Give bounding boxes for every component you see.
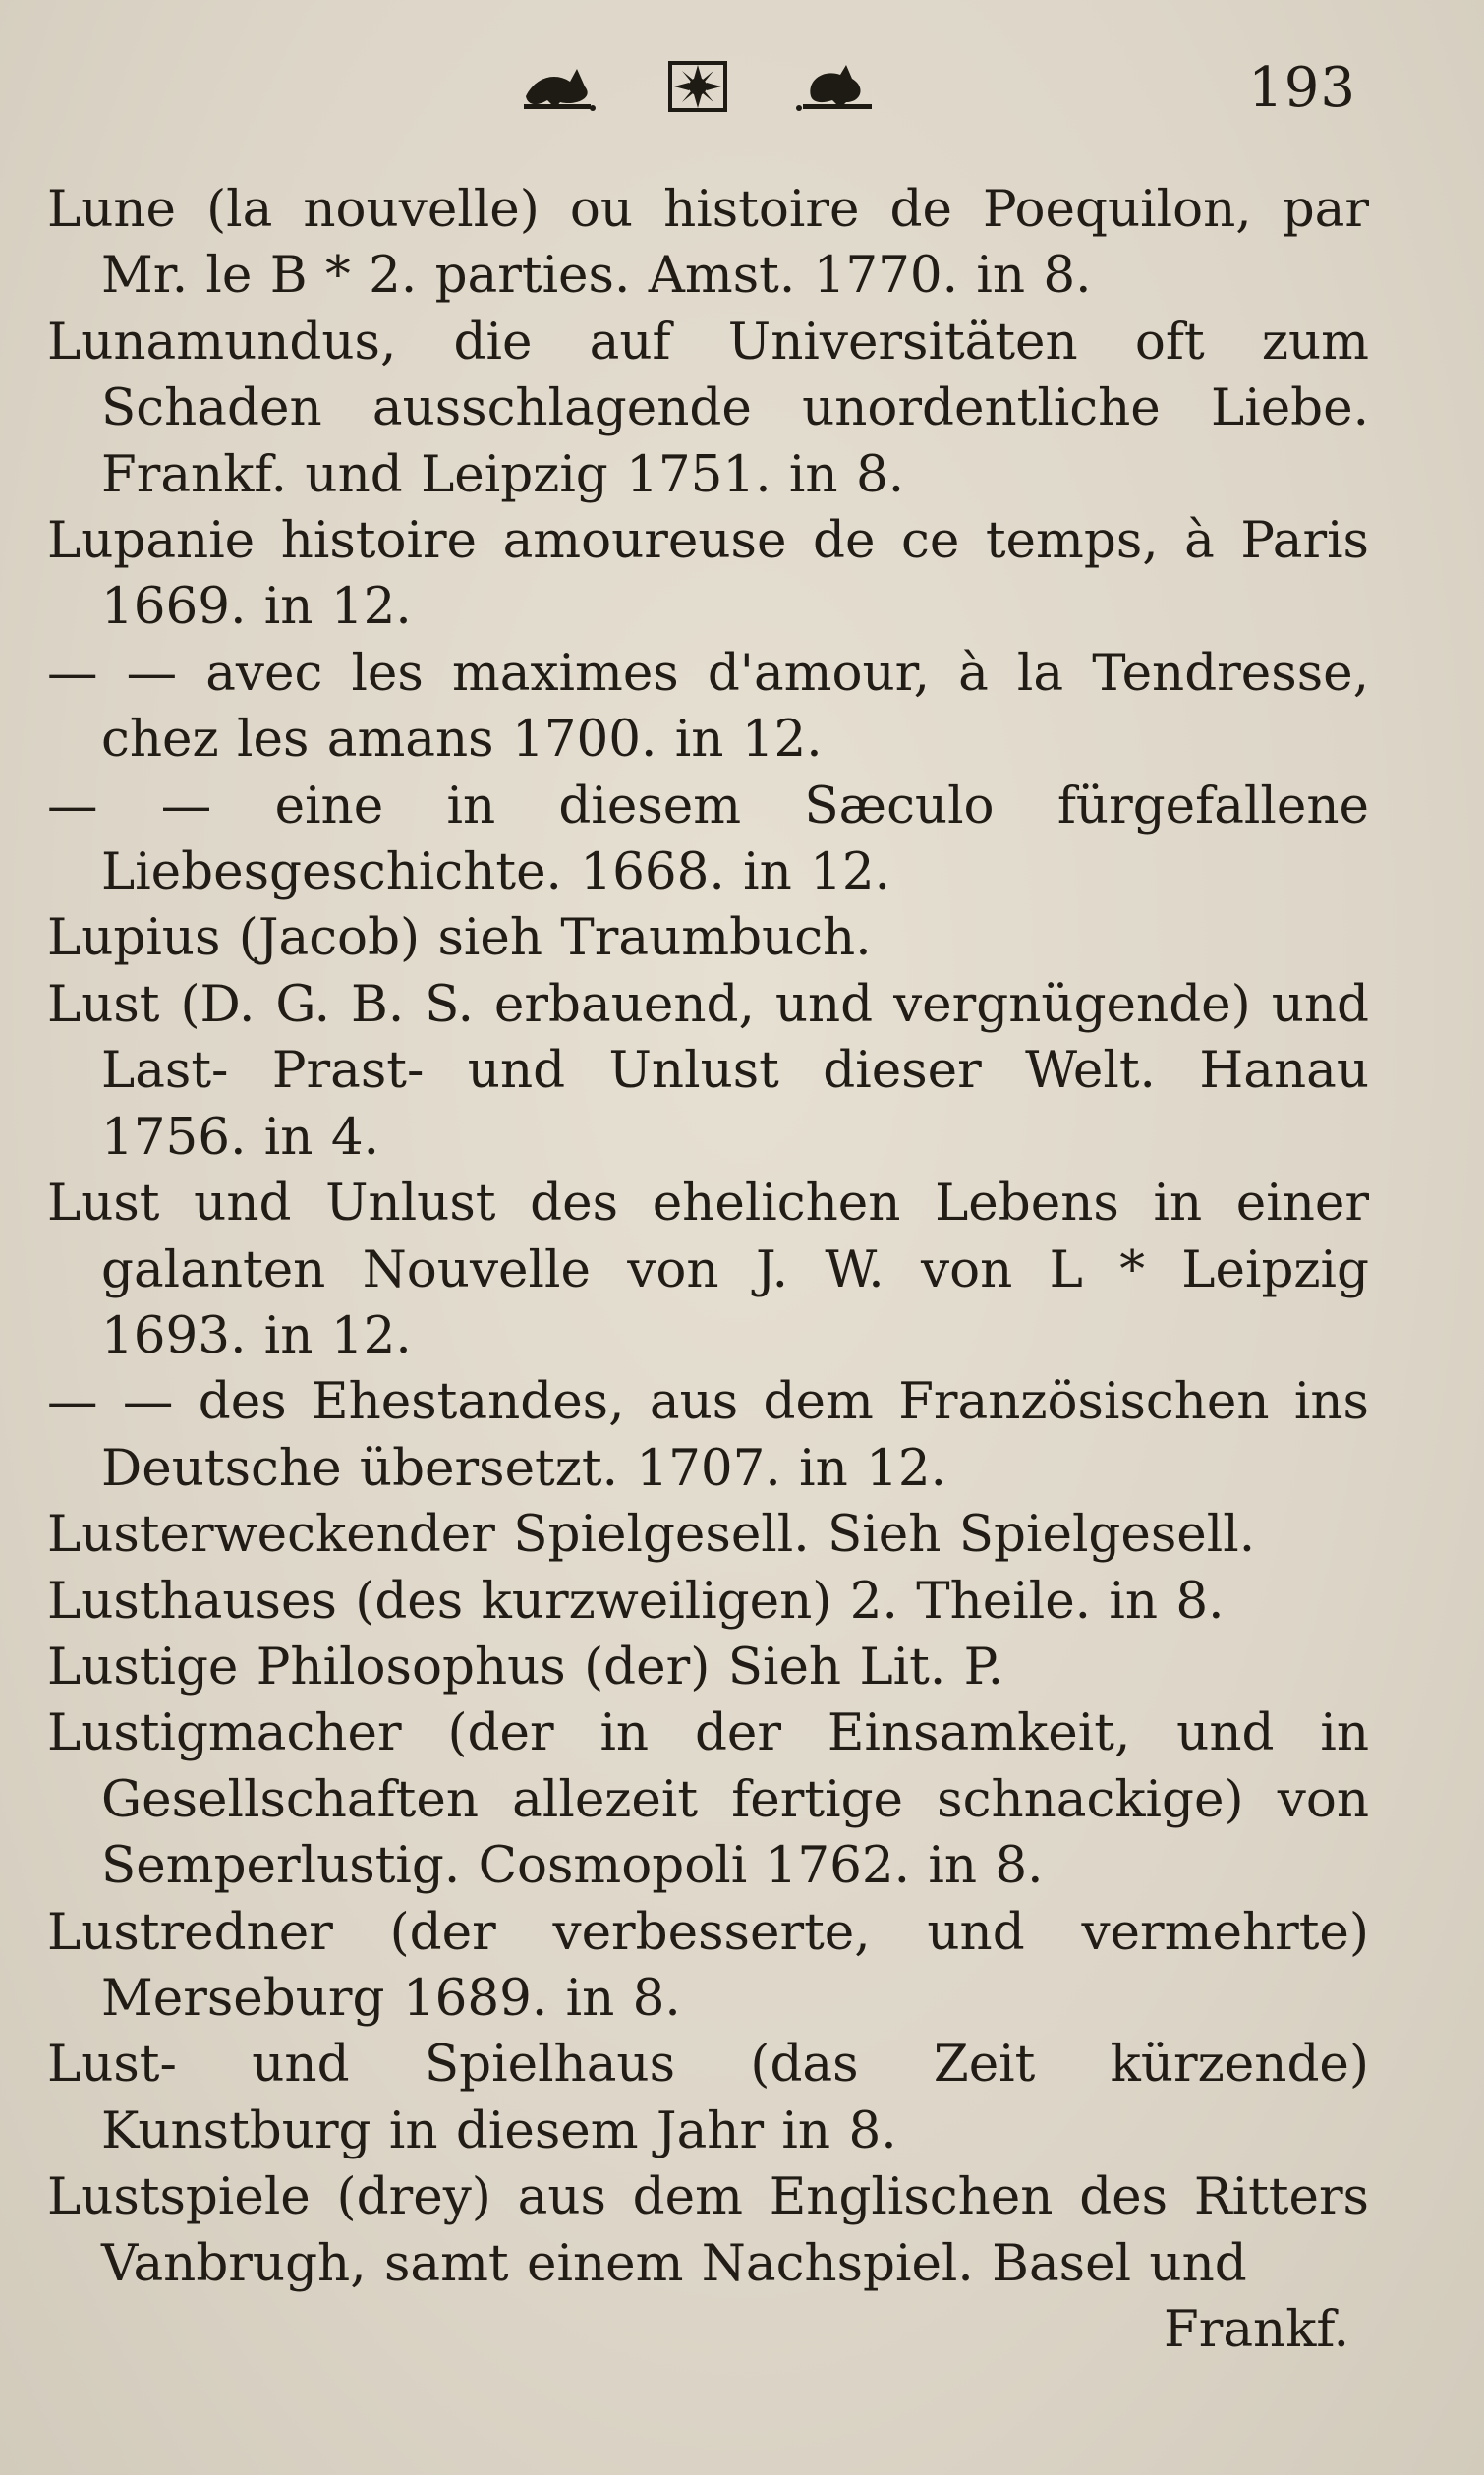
list-item: Lunamundus, die auf Universitäten oft zum Schaden ausschlagende unordentliche Liebe. Frankf. und Leipzig 1751. in 8. xyxy=(47,312,1369,504)
list-item: — — des Ehestandes, aus dem Französischen ins Deutsche übersetzt. 1707. in 12. xyxy=(47,1372,1369,1498)
list-item: Lust und Unlust des ehelichen Lebens in einer galanten Nouvelle von J. W. von L * Leipzig 1693. in 12. xyxy=(47,1174,1369,1365)
page-number: 193 xyxy=(1248,56,1356,120)
header-ornament-icon xyxy=(516,57,880,116)
list-item: Lupanie histoire amoureuse de ce temps, à Paris 1669. in 12. xyxy=(47,511,1369,637)
list-item: Lustspiele (drey) aus dem Englischen des Ritters Vanbrugh, samt einem Nachspiel. Basel und xyxy=(47,2167,1369,2293)
list-item-continuation: Frankf. xyxy=(1163,2300,1349,2359)
list-item: Lune (la nouvelle) ou histoire de Poequilon, par Mr. le B * 2. parties. Amst. 1770. in 8. xyxy=(47,180,1369,306)
page-header xyxy=(0,51,1484,120)
list-item: Lustigmacher (der in der Einsamkeit, und in Gesellschaften allezeit fertige schnackige) von Semperlustig. Cosmopoli 1762. in 8. xyxy=(47,1703,1369,1896)
list-item: Lustredner (der verbesserte, und vermehrte) Merseburg 1689. in 8. xyxy=(47,1902,1369,2028)
list-item: Lustige Philosophus (der) Sieh Lit. P. xyxy=(47,1637,1004,1697)
list-item: — — avec les maximes d'amour, à la Tendresse, chez les amans 1700. in 12. xyxy=(47,643,1369,770)
list-item: Lusterweckender Spielgesell. Sieh Spielgesell. xyxy=(47,1505,1256,1565)
list-item: — — eine in diesem Sæculo fürgefallene Liebesgeschichte. 1668. in 12. xyxy=(47,776,1369,902)
bibliography-list xyxy=(47,177,1369,2363)
list-item: Lust (D. G. B. S. erbauend, und vergnügende) und Last- Prast- und Unlust dieser Welt. Hanau 1756. in 4. xyxy=(47,974,1369,1167)
list-item: Lusthauses (des kurzweiligen) 2. Theile. in 8. xyxy=(47,1571,1225,1631)
list-item: Lupius (Jacob) sieh Traumbuch. xyxy=(47,908,872,968)
list-item: Lust- und Spielhaus (das Zeit kürzende) Kunstburg in diesem Jahr in 8. xyxy=(47,2035,1369,2160)
